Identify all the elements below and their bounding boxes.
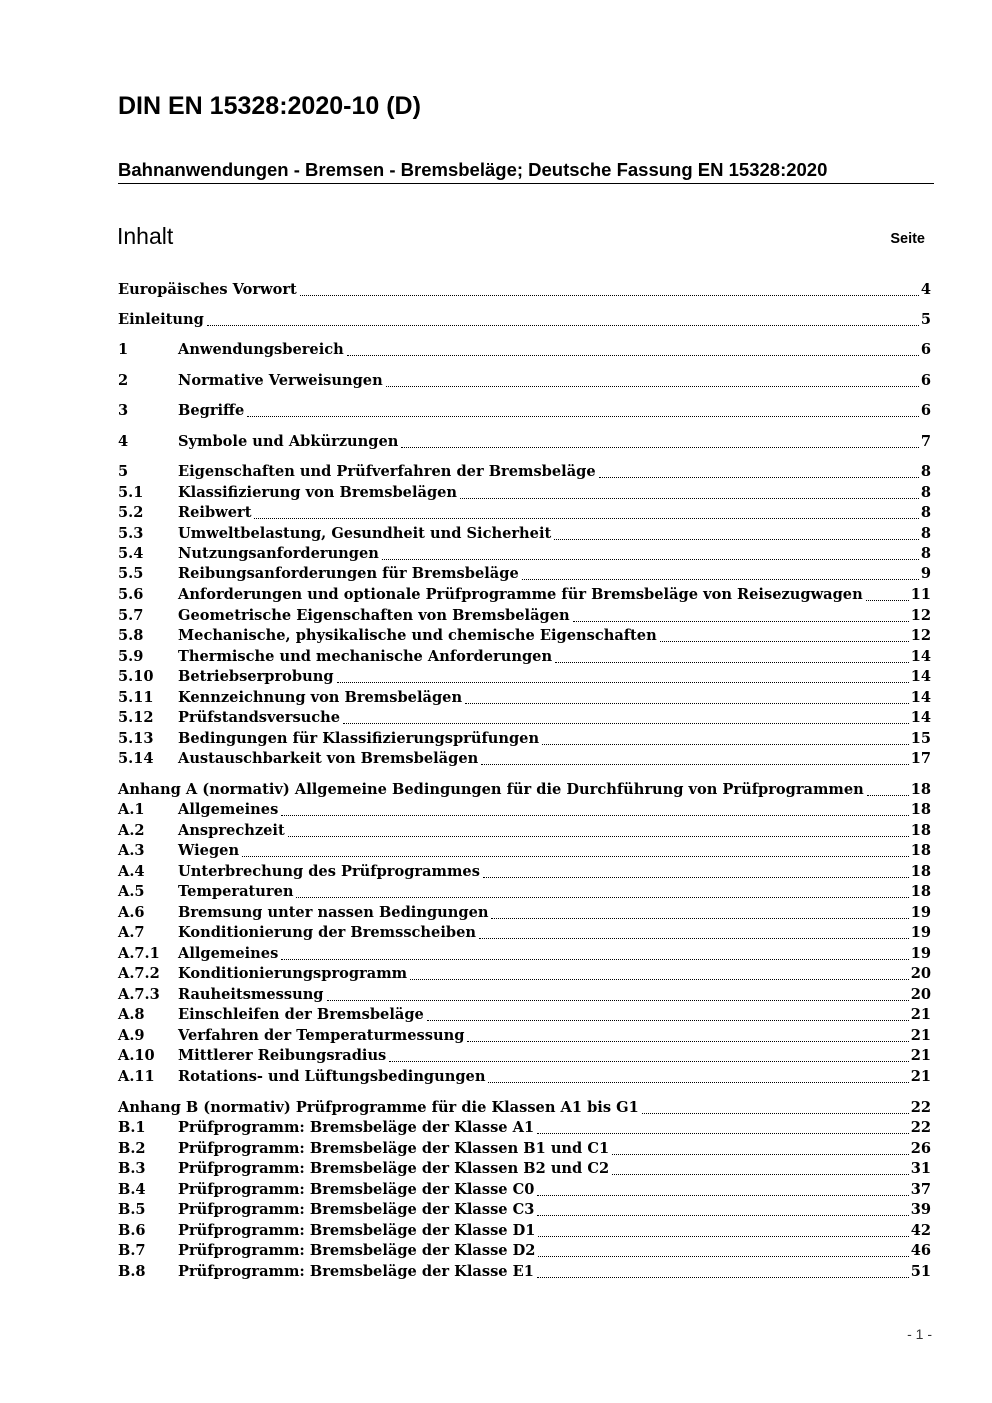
toc-entry[interactable]: [118, 903, 931, 923]
toc-entry[interactable]: [118, 462, 931, 482]
toc-dot-leader: [491, 917, 908, 919]
toc-entry-title: Anforderungen und optionale Prüfprogramme für Bremsbeläge von Reisezugwagen: [178, 586, 863, 603]
toc-entry-number: 5.4: [118, 545, 144, 562]
toc-entry-number: A.7.2: [118, 965, 160, 982]
toc-entry-page: 22: [910, 1099, 931, 1116]
toc-entry-page: 6: [920, 341, 931, 358]
document-subtitle: Bahnanwendungen - Bremsen - Bremsbeläge; Deutsche Fassung EN 15328:2020: [118, 158, 934, 184]
toc-entry-title: Umweltbelastung, Gesundheit und Sicherheit: [178, 525, 552, 542]
toc-entry-page: 6: [920, 402, 931, 419]
toc-entry-page: 42: [910, 1222, 931, 1239]
toc-dot-leader: [467, 1040, 908, 1042]
toc-dot-leader: [281, 814, 908, 816]
toc-entry-number: 5.9: [118, 648, 144, 665]
toc-entry-number: A.7: [118, 924, 145, 941]
toc-entry-page: 19: [910, 924, 931, 941]
toc-entry[interactable]: [118, 800, 931, 820]
toc-entry[interactable]: [118, 524, 931, 544]
toc-entry-title: Mechanische, physikalische und chemische Eigenschaften: [178, 627, 657, 644]
toc-entry-number: A.3: [118, 842, 145, 859]
toc-entry-title: Europäisches Vorwort: [118, 281, 297, 298]
toc-entry-page: 8: [920, 504, 931, 521]
toc-dot-leader: [538, 1235, 908, 1237]
toc-entry-title: Begriffe: [178, 402, 245, 419]
toc-dot-leader: [538, 1255, 908, 1257]
toc-entry-title: Ansprechzeit: [178, 822, 285, 839]
toc-entry[interactable]: [118, 626, 931, 646]
toc-entry-number: 4: [118, 433, 129, 450]
toc-entry-number: A.5: [118, 883, 145, 900]
toc-entry-title: Anhang A (normativ) Allgemeine Bedingungen für die Durchführung von Prüfprogrammen: [118, 781, 864, 798]
toc-entry-page: 8: [920, 525, 931, 542]
toc-entry-number: A.4: [118, 863, 145, 880]
toc-entry-title: Prüfprogramm: Bremsbeläge der Klasse D1: [178, 1222, 536, 1239]
toc-entry-page: 18: [910, 883, 931, 900]
toc-entry[interactable]: [118, 1221, 931, 1241]
toc-entry[interactable]: [118, 708, 931, 728]
toc-entry-number: 5.12: [118, 709, 154, 726]
toc-entry[interactable]: [118, 862, 931, 882]
toc-dot-leader: [522, 578, 919, 580]
toc-entry-page: 4: [920, 281, 931, 298]
toc-dot-leader: [207, 324, 919, 326]
toc-dot-leader: [537, 1194, 908, 1196]
toc-entry-title: Nutzungsanforderungen: [178, 545, 379, 562]
toc-entry-page: 18: [910, 863, 931, 880]
toc-dot-leader: [337, 681, 909, 683]
toc-entry[interactable]: [118, 280, 931, 300]
toc-entry-page: 19: [910, 945, 931, 962]
toc-entry[interactable]: [118, 483, 931, 503]
toc-entry[interactable]: [118, 1139, 931, 1159]
toc-entry-page: 14: [910, 709, 931, 726]
toc-entry-number: 3: [118, 402, 129, 419]
toc-dot-leader: [599, 476, 919, 478]
toc-dot-leader: [488, 1081, 908, 1083]
toc-entry-number: A.11: [118, 1068, 155, 1085]
toc-entry-title: Konditionierung der Bremsscheiben: [178, 924, 476, 941]
toc-entry-number: 5.6: [118, 586, 144, 603]
toc-heading: Inhalt: [117, 223, 174, 249]
toc-entry-title: Mittlerer Reibungsradius: [178, 1047, 387, 1064]
toc-entry-page: 20: [910, 986, 931, 1003]
toc-dot-leader: [465, 702, 909, 704]
toc-entry-number: B.2: [118, 1140, 146, 1157]
toc-entry-title: Allgemeines: [178, 945, 279, 962]
toc-dot-leader: [481, 763, 908, 765]
toc-entry[interactable]: [118, 882, 931, 902]
toc-entry-page: 51: [910, 1263, 931, 1280]
toc-dot-leader: [343, 722, 909, 724]
toc-entry[interactable]: [118, 1200, 931, 1220]
toc-entry-title: Anwendungsbereich: [178, 341, 344, 358]
toc-dot-leader: [288, 835, 909, 837]
toc-entry-title: Allgemeines: [178, 801, 279, 818]
toc-entry-page: 31: [910, 1160, 931, 1177]
toc-page-column-label: Seite: [890, 231, 925, 247]
toc-entry-page: 17: [910, 750, 931, 767]
toc-entry-page: 26: [910, 1140, 931, 1157]
toc-dot-leader: [537, 1276, 909, 1278]
toc-entry-title: Verfahren der Temperaturmessung: [178, 1027, 465, 1044]
toc-entry-title: Unterbrechung des Prüfprogrammes: [178, 863, 480, 880]
toc-entry-title: Kennzeichnung von Bremsbelägen: [178, 689, 463, 706]
toc-entry-page: 9: [920, 565, 931, 582]
toc-dot-leader: [254, 517, 918, 519]
toc-dot-leader: [382, 558, 919, 560]
toc-entry-title: Eigenschaften und Prüfverfahren der Bremsbeläge: [178, 463, 596, 480]
toc-dot-leader: [660, 640, 909, 642]
toc-dot-leader: [867, 794, 909, 796]
toc-entry[interactable]: [118, 749, 931, 769]
toc-entry[interactable]: [118, 503, 931, 523]
toc-dot-leader: [483, 876, 909, 878]
toc-entry[interactable]: [118, 1262, 931, 1282]
toc-entry-number: B.5: [118, 1201, 146, 1218]
toc-dot-leader: [410, 978, 909, 980]
toc-entry-title: Klassifizierung von Bremsbelägen: [178, 484, 458, 501]
toc-entry[interactable]: [118, 964, 931, 984]
toc-entry[interactable]: [118, 340, 931, 360]
toc-entry-title: Rauheitsmessung: [178, 986, 324, 1003]
toc-entry-number: A.7.3: [118, 986, 160, 1003]
toc-dot-leader: [242, 855, 909, 857]
toc-entry-page: 22: [910, 1119, 931, 1136]
page-number: - 1 -: [907, 1326, 932, 1342]
toc-entry-page: 19: [910, 904, 931, 921]
toc-dot-leader: [612, 1153, 909, 1155]
toc-entry-title: Wiegen: [178, 842, 240, 859]
toc-entry-title: Bremsung unter nassen Bedingungen: [178, 904, 489, 921]
toc-entry[interactable]: [118, 985, 931, 1005]
toc-entry-page: 18: [910, 801, 931, 818]
toc-entry-number: 5.5: [118, 565, 144, 582]
toc-dot-leader: [537, 1132, 909, 1134]
toc-entry[interactable]: [118, 585, 931, 605]
toc-entry-page: 18: [910, 842, 931, 859]
toc-entry[interactable]: [118, 667, 931, 687]
toc-entry[interactable]: [118, 647, 931, 667]
toc-dot-leader: [866, 599, 909, 601]
toc-entry[interactable]: [118, 371, 931, 391]
toc-entry-number: B.4: [118, 1181, 146, 1198]
toc-entry-number: 5.14: [118, 750, 154, 767]
toc-entry[interactable]: [118, 1046, 931, 1066]
toc-entry-number: A.8: [118, 1006, 145, 1023]
toc-entry[interactable]: [118, 544, 931, 564]
toc-entry-page: 12: [910, 627, 931, 644]
toc-entry[interactable]: [118, 606, 931, 626]
toc-entry-title: Normative Verweisungen: [178, 372, 383, 389]
toc-entry-title: Temperaturen: [178, 883, 294, 900]
toc-entry[interactable]: [118, 432, 931, 452]
toc-entry-page: 18: [910, 781, 931, 798]
toc-dot-leader: [386, 385, 919, 387]
toc-entry-page: 39: [910, 1201, 931, 1218]
toc-entry-title: Prüfprogramm: Bremsbeläge der Klasse A1: [178, 1119, 535, 1136]
toc-entry[interactable]: [118, 1026, 931, 1046]
toc-entry[interactable]: [118, 310, 931, 330]
toc-entry-number: A.7.1: [118, 945, 160, 962]
toc-entry-number: 5.13: [118, 730, 154, 747]
toc-entry-page: 21: [910, 1047, 931, 1064]
toc-entry[interactable]: [118, 780, 931, 800]
toc-entry-number: B.7: [118, 1242, 146, 1259]
toc-dot-leader: [247, 415, 919, 417]
toc-entry[interactable]: [118, 729, 931, 749]
toc-entry-number: 5.8: [118, 627, 144, 644]
toc-dot-leader: [347, 354, 919, 356]
toc-entry-number: A.1: [118, 801, 145, 818]
toc-dot-leader: [554, 538, 919, 540]
toc-entry-number: 5.3: [118, 525, 144, 542]
toc-entry-number: 5.7: [118, 607, 144, 624]
toc-dot-leader: [479, 937, 909, 939]
toc-entry-page: 6: [920, 372, 931, 389]
toc-entry-page: 5: [920, 311, 931, 328]
toc-entry-number: 5.11: [118, 689, 154, 706]
toc-entry-page: 8: [920, 484, 931, 501]
toc-entry-title: Prüfprogramm: Bremsbeläge der Klasse D2: [178, 1242, 536, 1259]
toc-entry-page: 7: [920, 433, 931, 450]
toc-entry-number: 5.10: [118, 668, 154, 685]
toc-entry-page: 21: [910, 1006, 931, 1023]
toc-entry[interactable]: [118, 564, 931, 584]
toc-entry-title: Einleitung: [118, 311, 204, 328]
toc-dot-leader: [281, 958, 908, 960]
toc-entry-number: 5.1: [118, 484, 144, 501]
toc-dot-leader: [612, 1173, 909, 1175]
toc-dot-leader: [460, 497, 919, 499]
toc-entry-page: 11: [910, 586, 931, 603]
toc-entry-page: 12: [910, 607, 931, 624]
toc-dot-leader: [296, 896, 908, 898]
toc-entry-title: Rotations- und Lüftungsbedingungen: [178, 1068, 486, 1085]
toc-entry-page: 8: [920, 545, 931, 562]
toc-entry[interactable]: [118, 1067, 931, 1087]
toc-entry[interactable]: [118, 688, 931, 708]
toc-dot-leader: [573, 620, 909, 622]
document-title: DIN EN 15328:2020-10 (D): [118, 92, 421, 120]
toc-entry[interactable]: [118, 1241, 931, 1261]
toc-entry-page: 21: [910, 1068, 931, 1085]
toc-entry[interactable]: [118, 1005, 931, 1025]
toc-entry[interactable]: [118, 1180, 931, 1200]
toc-entry[interactable]: [118, 821, 931, 841]
toc-entry-page: 14: [910, 648, 931, 665]
toc-entry-title: Reibwert: [178, 504, 252, 521]
toc-entry-title: Einschleifen der Bremsbeläge: [178, 1006, 424, 1023]
toc-dot-leader: [427, 1019, 909, 1021]
toc-entry-number: A.6: [118, 904, 145, 921]
toc-entry[interactable]: [118, 841, 931, 861]
toc-entry[interactable]: [118, 1118, 931, 1138]
toc-entry-page: 18: [910, 822, 931, 839]
toc-entry[interactable]: [118, 923, 931, 943]
toc-entry[interactable]: [118, 401, 931, 421]
toc-entry-number: B.8: [118, 1263, 146, 1280]
toc-entry-page: 14: [910, 668, 931, 685]
toc-entry-title: Prüfprogramm: Bremsbeläge der Klasse E1: [178, 1263, 534, 1280]
toc-dot-leader: [300, 294, 919, 296]
toc-entry-title: Bedingungen für Klassifizierungsprüfungen: [178, 730, 540, 747]
toc-dot-leader: [537, 1214, 908, 1216]
toc-dot-leader: [642, 1112, 909, 1114]
toc-entry-title: Prüfstandsversuche: [178, 709, 341, 726]
toc-entry-page: 21: [910, 1027, 931, 1044]
toc-entry-title: Prüfprogramm: Bremsbeläge der Klassen B1 und C1: [178, 1140, 610, 1157]
toc-entry-title: Betriebserprobung: [178, 668, 334, 685]
toc-dot-leader: [401, 446, 918, 448]
toc-entry-number: B.3: [118, 1160, 146, 1177]
toc-dot-leader: [327, 999, 909, 1001]
toc-entry-title: Konditionierungsprogramm: [178, 965, 408, 982]
toc-entry-page: 15: [910, 730, 931, 747]
toc-entry[interactable]: [118, 1159, 931, 1179]
toc-entry-title: Anhang B (normativ) Prüfprogramme für die Klassen A1 bis G1: [118, 1099, 639, 1116]
toc-entry-page: 37: [910, 1181, 931, 1198]
toc-entry-number: A.2: [118, 822, 145, 839]
toc-entry-page: 14: [910, 689, 931, 706]
toc-entry-title: Prüfprogramm: Bremsbeläge der Klasse C3: [178, 1201, 535, 1218]
toc-entry-title: Thermische und mechanische Anforderungen: [178, 648, 553, 665]
toc-entry-number: B.6: [118, 1222, 146, 1239]
toc-entry[interactable]: [118, 1098, 931, 1118]
toc-dot-leader: [555, 661, 909, 663]
toc-entry-number: 5: [118, 463, 129, 480]
toc-entry-number: 5.2: [118, 504, 144, 521]
toc-entry-title: Prüfprogramm: Bremsbeläge der Klasse C0: [178, 1181, 535, 1198]
toc-entry-number: B.1: [118, 1119, 146, 1136]
toc-entry-number: A.10: [118, 1047, 155, 1064]
toc-entry-title: Geometrische Eigenschaften von Bremsbelägen: [178, 607, 570, 624]
toc-entry-number: 2: [118, 372, 129, 389]
toc-entry-title: Symbole und Abkürzungen: [178, 433, 399, 450]
toc-entry-number: A.9: [118, 1027, 145, 1044]
toc-entry[interactable]: [118, 944, 931, 964]
toc-entry-page: 46: [910, 1242, 931, 1259]
toc-entry-title: Reibungsanforderungen für Bremsbeläge: [178, 565, 519, 582]
toc-entry-page: 20: [910, 965, 931, 982]
toc-entry-number: 1: [118, 341, 129, 358]
toc-dot-leader: [542, 743, 909, 745]
toc-entry-title: Prüfprogramm: Bremsbeläge der Klassen B2 und C2: [178, 1160, 610, 1177]
toc-entry-title: Austauschbarkeit von Bremsbelägen: [178, 750, 479, 767]
toc-entry-page: 8: [920, 463, 931, 480]
toc-dot-leader: [389, 1060, 908, 1062]
